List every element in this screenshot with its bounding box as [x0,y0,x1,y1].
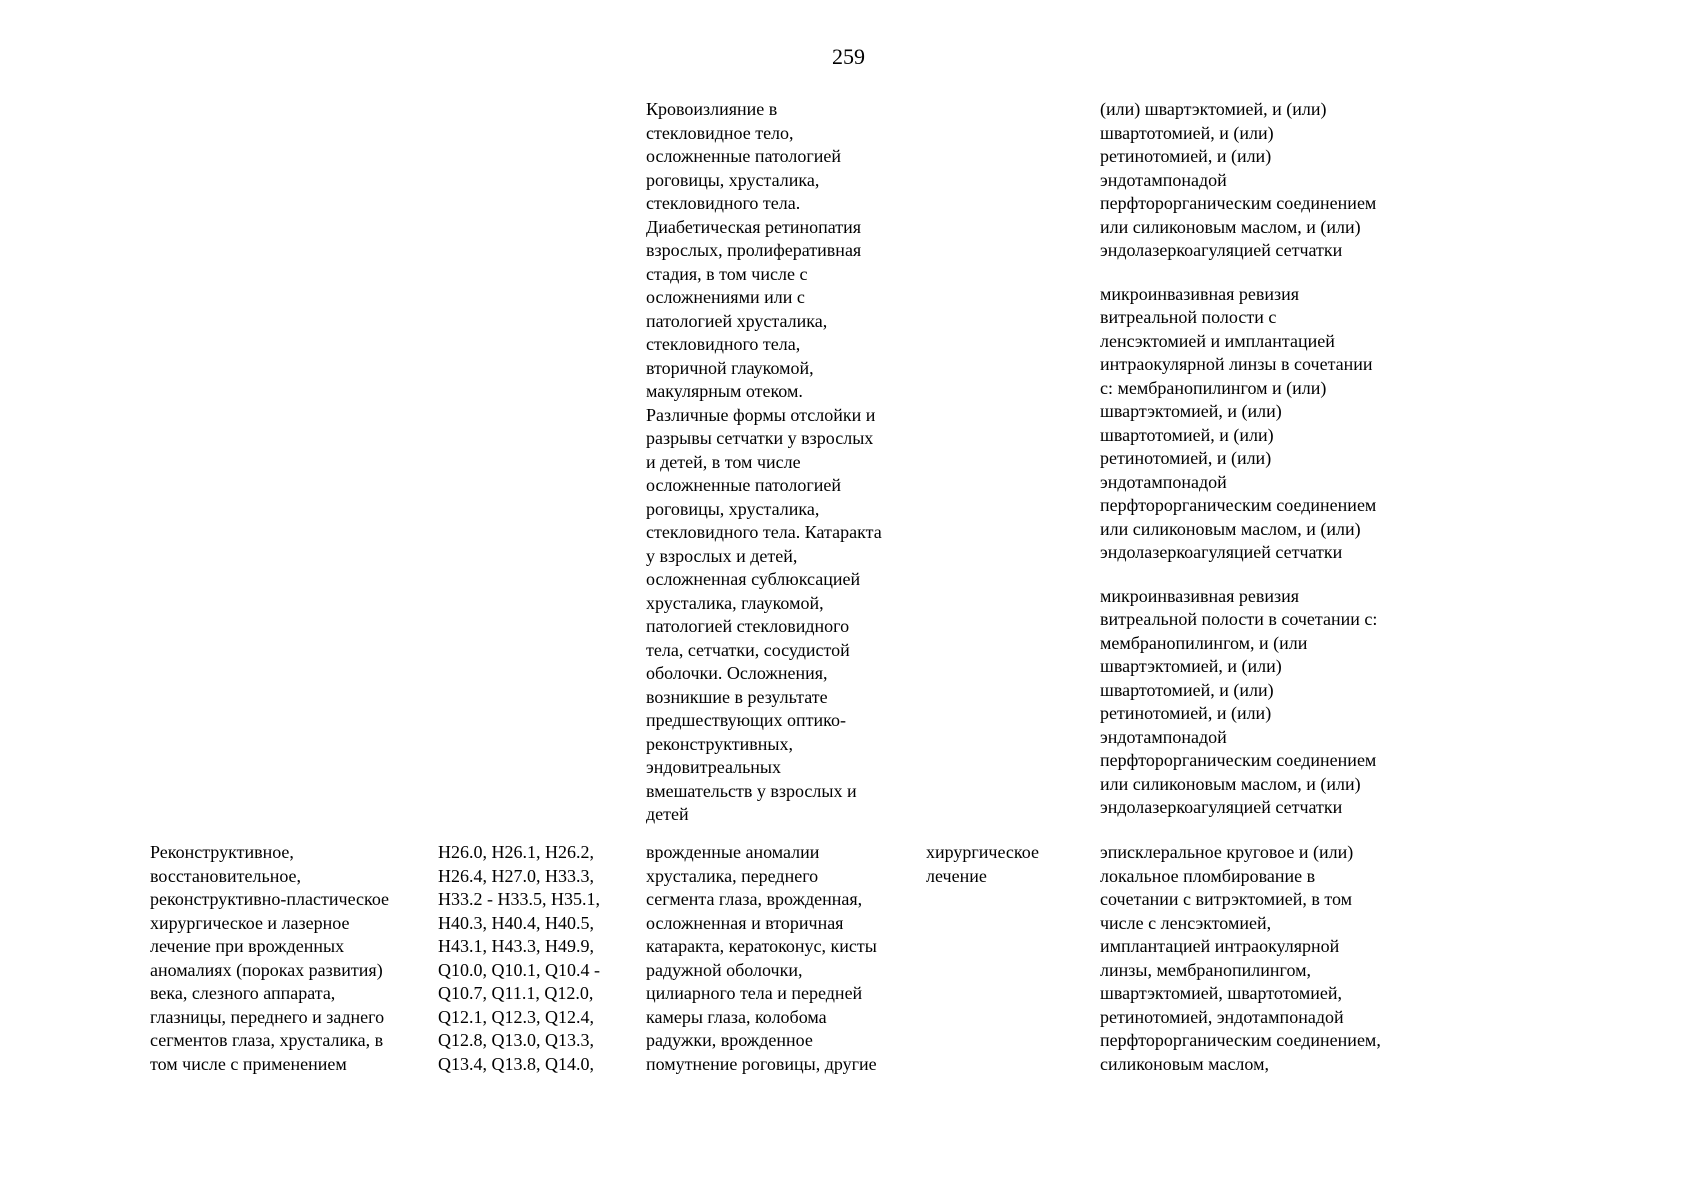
method-block-3: микроинвазивная ревизия витреальной полости в сочетании с: мембранопилингом, и (или швартэктомией, и (или) швартотомией, и (или) ретинотомией, и (или) эндотампонадой перфторорганическим соединением или силиконовым маслом, и (или) эндолазеркоагуляцией сетчатки [1100,585,1378,817]
page-number: 259 [832,44,865,69]
method-block-1: (или) швартэктомией, и (или) швартотомией, и (или) ретинотомией, и (или) эндотампонадой перфторорганическим соединением или силиконовым маслом, и (или) эндолазеркоагуляцией сетчатки [1100,99,1377,260]
continued-row-diagnosis: Кровоизлияние в стекловидное тело, осложненные патологией роговицы, хрусталика, стекловидного тела. Диабетическая ретинопатия взрослых, пролиферативная стадия, в том числе с осложнениями или с патологией хрусталика, стекловидного тела, вторичной глаукомой, макулярным отеком. Различные формы отслойки и разрывы сетчатки у взрослых и детей, в том числе осложненные патологией роговицы, хрусталика, стекловидного тела. Катаракта у взрослых и детей, осложненная сублюксацией хрусталика, глаукомой, патологией стекловидного тела, сетчатки, сосудистой оболочки. Осложнения, возникшие в результате предшествующих оптико- реконструктивных, эндовитреальных вмешательств у взрослых и детей [646,99,882,824]
method-block-2: микроинвазивная ревизия витреальной полости с ленсэктомией и имплантацией интраокулярной линзы в сочетании с: мембранопилингом и (или) швартэктомией, и (или) швартотомией, и (или) ретинотомией, и (или) эндотампонадой перфторорганическим соединением или силиконовым маслом, и (или) эндолазеркоагуляцией сетчатки [1100,283,1377,562]
new-row-diagnosis: врожденные аномалии хрусталика, переднего сегмента глаза, врожденная, осложненная и вторичная катаракта, кератоконус, кисты радужной оболочки, цилиарного тела и передней камеры глаза, колобома радужки, врожденное помутнение роговицы, другие [646,842,877,1074]
new-row-treatment: хирургическое лечение [926,842,1039,886]
new-row-care-type: Реконструктивное, восстановительное, реконструктивно-пластическое хирургическое и лазерное лечение при врожденных аномалиях (пороках развития) века, слезного аппарата, глазницы, переднего и заднего сегментов глаза, хрусталика, в том числе с применением [150,842,390,1074]
continued-row-methods [1100,98,1440,820]
new-row-method: эписклеральное круговое и (или) локальное пломбирование в сочетании с витрэктомией, в том числе с ленсэктомией, имплантацией интраокулярной линзы, мембранопилингом, швартэктомией, швартотомией, ретинотомией, эндотампонадой перфторорганическим соединением, силиконовым маслом, [1100,842,1381,1074]
new-row-codes: H26.0, H26.1, H26.2, H26.4, H27.0, H33.3, H33.2 - H33.5, H35.1, H40.3, H40.4, H40.5, H43.1, H43.3, H49.9, Q10.0, Q10.1, Q10.4 - Q10.7, Q11.1, Q12.0, Q12.1, Q12.3, Q12.4, Q12.8, Q13.0, Q13.3, Q13.4, Q13.8, Q14.0, [438,842,600,1074]
